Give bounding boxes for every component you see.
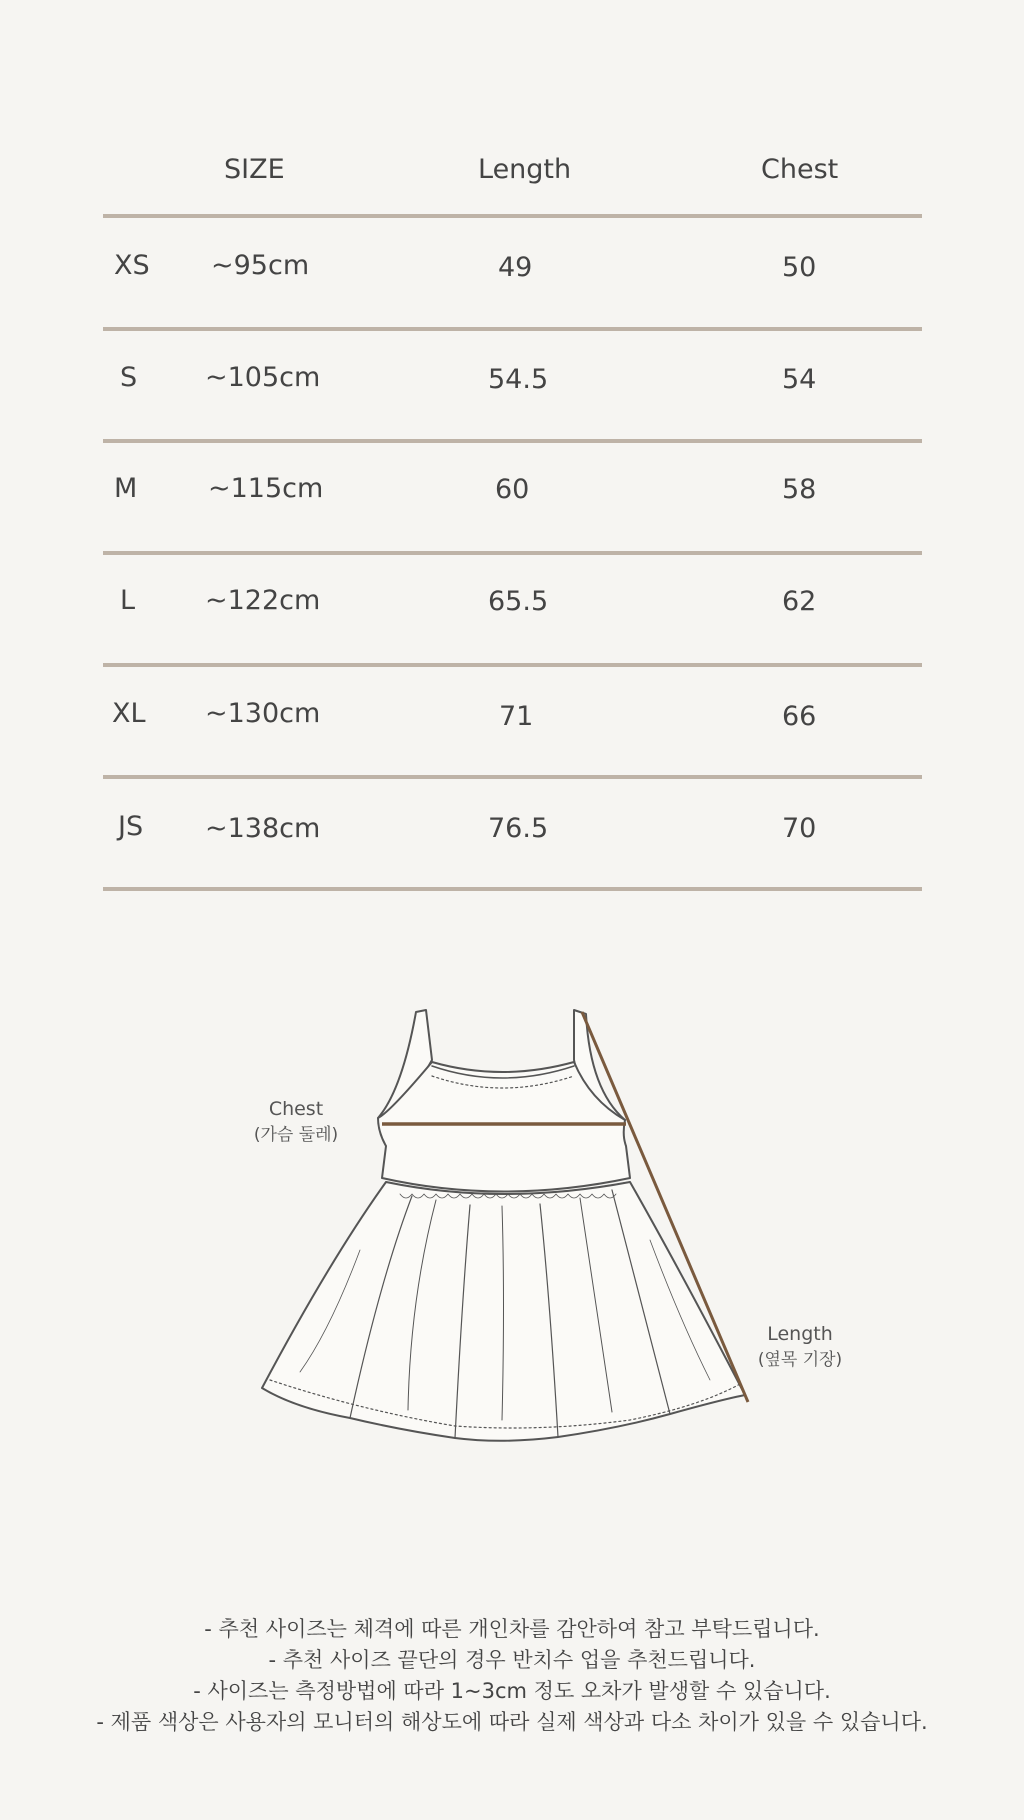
chest-value: 70 bbox=[782, 813, 817, 844]
table-row bbox=[103, 667, 922, 779]
header-chest: Chest bbox=[761, 154, 839, 185]
note-line: - 사이즈는 측정방법에 따라 1~3cm 정도 오차가 발생할 수 있습니다. bbox=[193, 1679, 831, 1703]
size-height: ~115cm bbox=[208, 473, 324, 504]
size-table bbox=[103, 140, 922, 844]
chest-value: 50 bbox=[782, 252, 817, 283]
chest-value: 54 bbox=[782, 364, 817, 395]
table-row bbox=[103, 443, 922, 555]
table-row bbox=[103, 555, 922, 667]
header-size: SIZE bbox=[224, 154, 285, 185]
size-height: ~122cm bbox=[205, 585, 321, 616]
size-code: XS bbox=[114, 250, 150, 281]
notes bbox=[0, 1614, 1024, 1738]
length-value: 65.5 bbox=[488, 586, 549, 617]
dress-illustration bbox=[240, 1000, 860, 1470]
length-value: 60 bbox=[495, 474, 530, 505]
chest-label: Chest (가슴 둘레) bbox=[253, 1098, 339, 1145]
chest-value: 66 bbox=[782, 701, 817, 732]
table-header bbox=[103, 140, 922, 216]
length-value: 54.5 bbox=[488, 364, 549, 395]
size-height: ~138cm bbox=[205, 813, 321, 844]
length-value: 76.5 bbox=[488, 813, 549, 844]
table-row bbox=[103, 331, 922, 443]
table-row bbox=[103, 218, 922, 330]
note-line: - 추천 사이즈 끝단의 경우 반치수 업을 추천드립니다. bbox=[268, 1648, 756, 1672]
size-height: ~95cm bbox=[211, 250, 310, 281]
chest-value: 62 bbox=[782, 586, 817, 617]
divider bbox=[103, 887, 922, 891]
length-value: 71 bbox=[499, 701, 534, 732]
size-code: S bbox=[120, 362, 138, 393]
length-value: 49 bbox=[498, 252, 533, 283]
size-code: XL bbox=[112, 698, 146, 729]
size-height: ~105cm bbox=[205, 362, 321, 393]
size-code: JS bbox=[118, 811, 144, 842]
chest-value: 58 bbox=[782, 474, 817, 505]
note-line: - 추천 사이즈는 체격에 따른 개인차를 감안하여 참고 부탁드립니다. bbox=[204, 1617, 820, 1641]
size-code: M bbox=[114, 473, 138, 504]
table-row bbox=[103, 779, 922, 891]
size-code: L bbox=[120, 585, 136, 616]
note-line: - 제품 색상은 사용자의 모니터의 해상도에 따라 실제 색상과 다소 차이가 있을 수 있습니다. bbox=[96, 1710, 928, 1734]
length-label: Length (옆목 기장) bbox=[757, 1323, 843, 1370]
header-length: Length bbox=[478, 154, 572, 185]
size-height: ~130cm bbox=[205, 698, 321, 729]
